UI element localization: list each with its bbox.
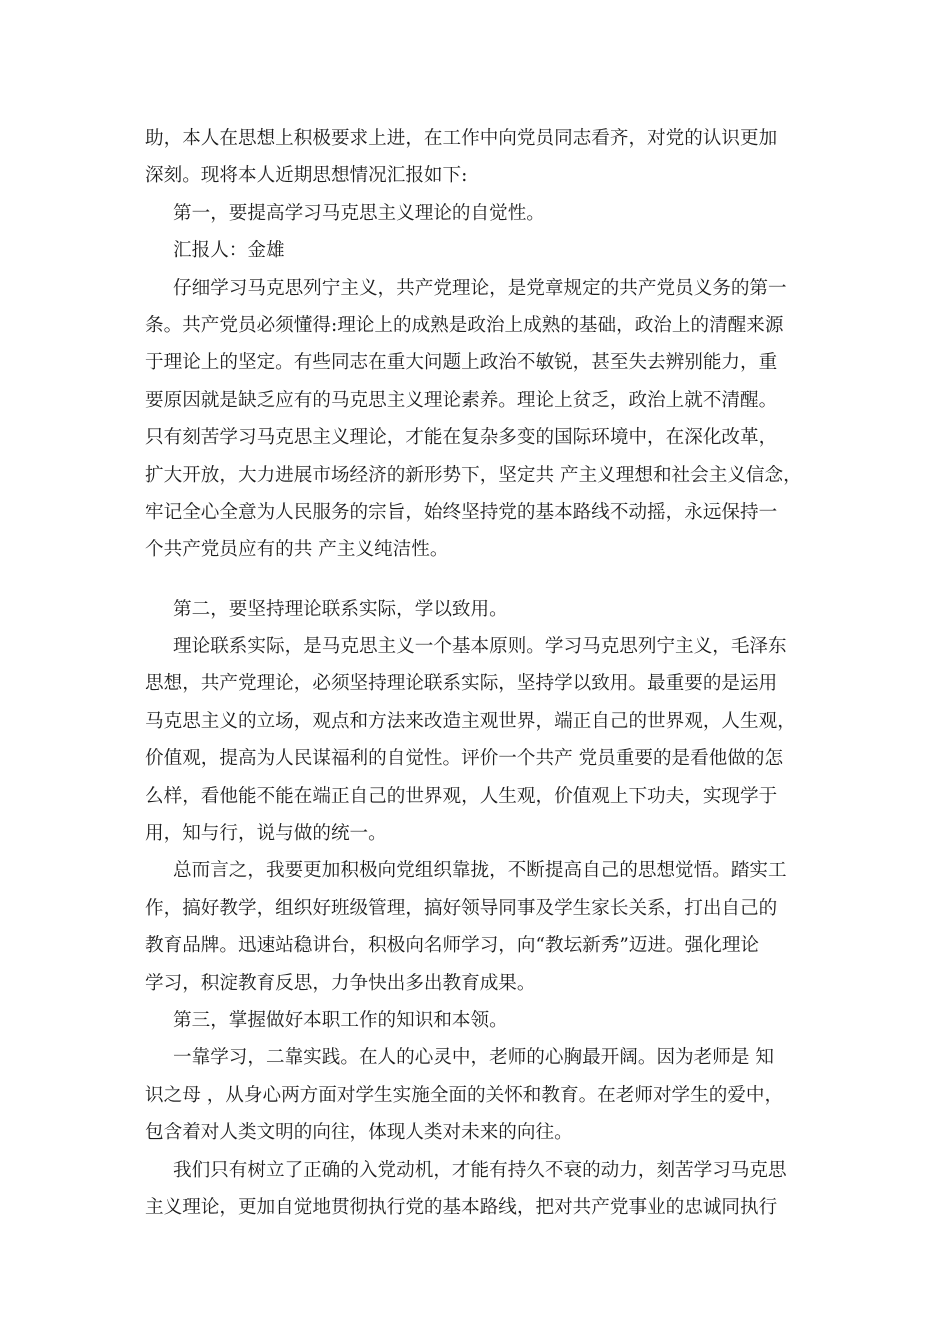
text-line: 个共产党员应有的共 产主义纯洁性。 xyxy=(145,539,449,561)
text-line: 理论联系实际，是马克思主义一个基本原则。学习马克思列宁主义，毛泽东 xyxy=(173,636,787,658)
text-line: 扩大开放，大力进展市场经济的新形势下，坚定共 产主义理想和社会主义信念， xyxy=(145,464,802,486)
text-line: 牢记全心全意为人民服务的宗旨，始终坚持党的基本路线不动摇，永远保持一 xyxy=(145,501,778,523)
text-line: 助，本人在思想上积极要求上进，在工作中向党员同志看齐，对党的认识更加 xyxy=(145,128,778,149)
text-line: 只有刻苦学习马克思主义理论，才能在复杂多变的国际环境中，在深化改革， xyxy=(145,427,778,449)
text-line: 第一，要提高学习马克思主义理论的自觉性。 xyxy=(173,202,545,224)
text-line: 思想，共产党理论，必须坚持理论联系实际，坚持学以致用。最重要的是运用 xyxy=(145,673,778,695)
text-line: 条。共产党员必须懂得:理论上的成熟是政治上成熟的基础，政治上的清醒来源 xyxy=(145,314,784,336)
text-line: 作，搞好教学，组织好班级管理，搞好领导同事及学生家长关系，打出自己的 xyxy=(145,897,778,919)
text-line: 价值观，提高为人民谋福利的自觉性。评价一个共产 党员重要的是看他做的怎 xyxy=(145,748,784,770)
text-line: 主义理论，更加自觉地贯彻执行党的基本路线，把对共产党事业的忠诚同执行 xyxy=(145,1196,778,1218)
text-line: 要原因就是缺乏应有的马克思主义理论素养。理论上贫乏，政治上就不清醒。 xyxy=(145,389,778,411)
text-line: 一靠学习，二靠实践。在人的心灵中，老师的心胸最开阔。因为老师是 知 xyxy=(173,1047,774,1069)
text-line: 汇报人：金雄 xyxy=(173,240,285,262)
text-line: 深刻。现将本人近期思想情况汇报如下: xyxy=(145,165,468,187)
text-line: 教育品牌。迅速站稳讲台，积极向名师学习，向“教坛新秀”迈进。强化理论 xyxy=(145,935,760,957)
text-line: 我们只有树立了正确的入党动机，才能有持久不衰的动力，刻苦学习马克思 xyxy=(173,1159,787,1181)
text-line: 用，知与行，说与做的统一。 xyxy=(145,823,387,845)
text-line: 学习，积淀教育反思，力争快出多出教育成果。 xyxy=(145,972,536,994)
text-line: 第二，要坚持理论联系实际，学以致用。 xyxy=(173,598,508,620)
text-line: 识之母 ，从身心两方面对学生实施全面的关怀和教育。在老师对学生的爱中， xyxy=(145,1084,784,1106)
text-line: 仔细学习马克思列宁主义，共产党理论，是党章规定的共产党员义务的第一 xyxy=(173,277,787,299)
text-line: 于理论上的坚定。有些同志在重大问题上政治不敏锐，甚至失去辨别能力，重 xyxy=(145,352,778,374)
text-line: 包含着对人类文明的向往，体现人类对未来的向往。 xyxy=(145,1122,573,1144)
paragraph-gap xyxy=(145,569,825,591)
text-line: 总而言之，我要更加积极向党组织靠拢，不断提高自己的思想觉悟。踏实工 xyxy=(173,860,787,882)
text-line: 么样，看他能不能在端正自己的世界观，人生观，价值观上下功夫，实现学于 xyxy=(145,785,778,807)
text-line: 第三，掌握做好本职工作的知识和本领。 xyxy=(173,1009,508,1031)
document-body xyxy=(145,120,825,1226)
text-line: 马克思主义的立场，观点和方法来改造主观世界，端正自己的世界观，人生观， xyxy=(145,710,796,732)
